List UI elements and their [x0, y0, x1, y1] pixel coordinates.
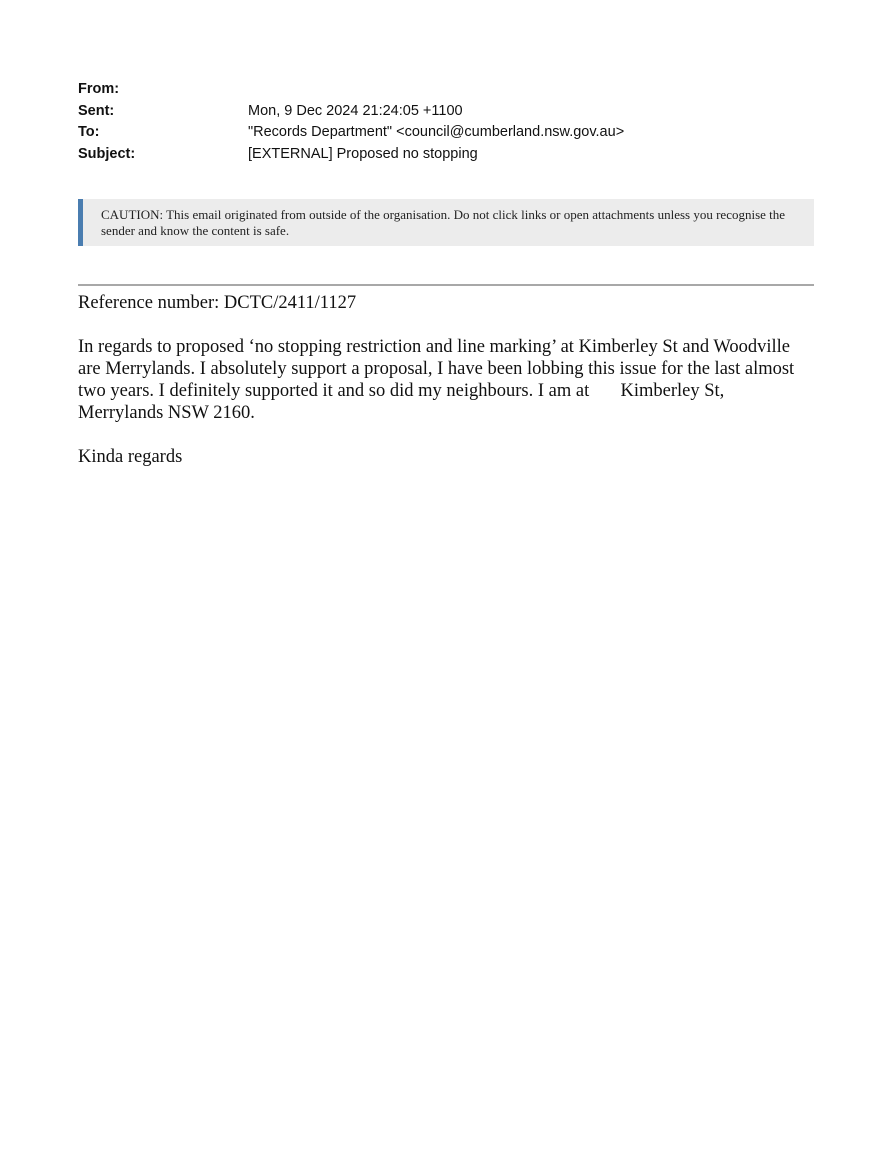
- email-body: [78, 292, 814, 468]
- caution-text: CAUTION: This email originated from outside of the organisation. Do not click links or open attachments unless you recognise the sender and know the content is safe.: [101, 207, 786, 238]
- email-page: [78, 79, 814, 468]
- from-row: [78, 79, 814, 101]
- sent-row: [78, 101, 814, 123]
- subject-label: Subject:: [78, 145, 136, 162]
- message-paragraph-part2: Kimberley St, Merrylands NSW 2160.: [78, 381, 725, 423]
- subject-value: [EXTERNAL] Proposed no stopping: [248, 145, 478, 162]
- caution-banner: [78, 199, 814, 246]
- signoff: Kinda regards: [78, 447, 183, 467]
- email-header: [78, 79, 814, 165]
- from-label: From:: [78, 81, 120, 97]
- sent-value: Mon, 9 Dec 2024 21:24:05 +1100: [248, 102, 463, 119]
- from-value: [248, 79, 814, 101]
- message-paragraph-part1: In regards to proposed ‘no stopping restriction and line marking’ at Kimberley St and Woodville are Merrylands. I absolutely support a proposal, I have been lobbing this issue for the last almost two years. I definitely supported it and so did my neighbours. I am at: [78, 337, 795, 401]
- to-row: [78, 122, 814, 144]
- reference-number: Reference number: DCTC/2411/1127: [78, 293, 357, 313]
- message-paragraph: [78, 336, 814, 424]
- to-value: "Records Department" <council@cumberland.nsw.gov.au>: [248, 124, 625, 140]
- subject-row: [78, 144, 814, 166]
- sent-label: Sent:: [78, 102, 115, 119]
- body-divider: [78, 284, 814, 286]
- to-label: To:: [78, 124, 100, 140]
